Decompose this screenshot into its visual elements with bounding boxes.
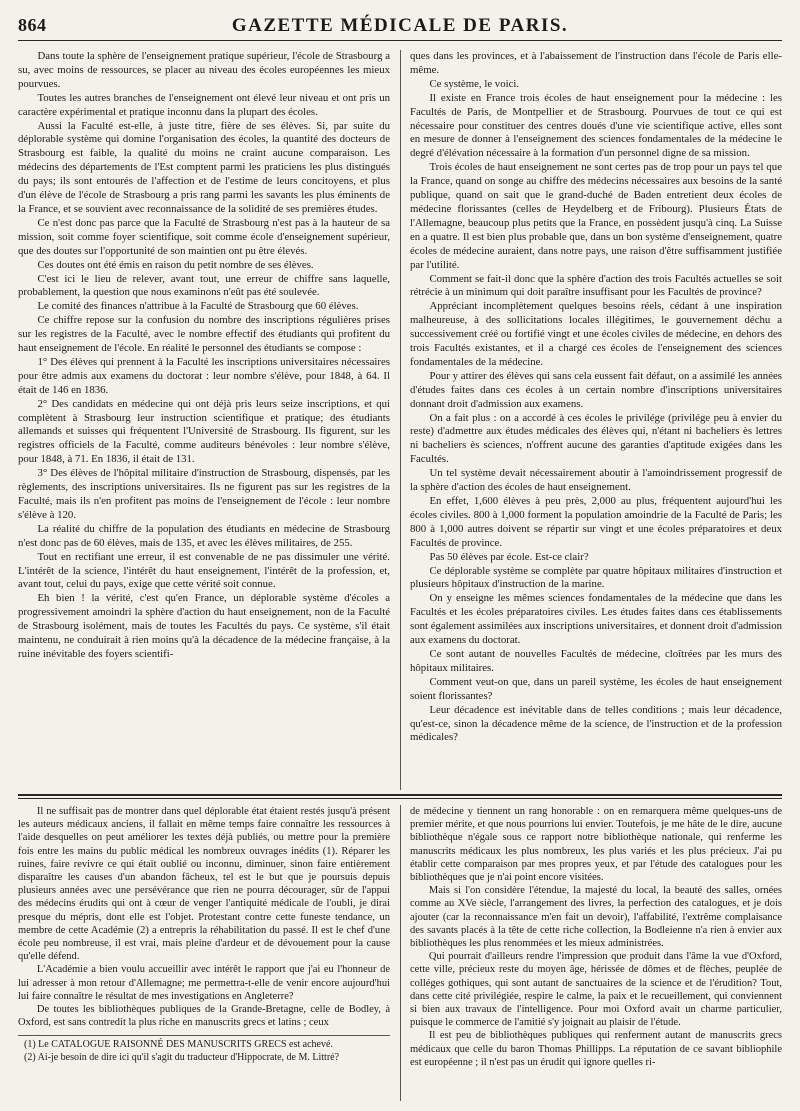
paragraph: Il existe en France trois écoles de haut enseignement pour la médecine : les Facultés de Paris, de Montpellier et de Strasbourg. Pourvues de tout ce qui est nécessaire pour constituer des centres doués d'une vie scientifique active, elles sont en mesure de donner à l'enseignement des sciences fondamentales de la médecine le degré d'élévation nécessaire à la formation d'un personnel digne de sa mission. — [410, 91, 782, 160]
paragraph: Il est peu de bibliothèques publiques qui renferment autant de manuscrits grecs médicaux que celle du baron Thomas Phillipps. La réputation de ce savant bibliophile est européenne ; il n'est pas un érudit qui ignore quelles ri- — [410, 1030, 782, 1068]
paragraph: Comment se fait-il donc que la sphère d'action des trois Facultés actuelles se soit rétrécie à un minimum qui doit paraître insuffisant pour les Facultés de province? — [410, 272, 782, 299]
paragraph: Aussi la Faculté est-elle, à juste titre, fière de ses élèves. Si, par suite du déplorable système qui domine l'organisation des écoles, la quantité des docteurs de Strasbourg est faible, la qualité du moins ne craint aucune comparaison. Les médecins des départements de l'Est comptent parmi les praticiens les plus distingués du pays; ils sont entourés de l'affection et de l'estime de leurs concitoyens, et plus d'un élève de l'école de Strasbourg a pris rang parmi les savants les plus éminents de la France, et se souvient avec reconnaissance de la solidité de ses premières études. — [18, 119, 390, 215]
paragraph: Ce système, le voici. — [429, 77, 520, 90]
paragraph: Toutes les autres branches de l'enseignement ont élevé leur niveau et ont pris un caractère expérimental et pratique inconnu dans la plupart des écoles. — [18, 91, 390, 118]
page-number: 864 — [18, 15, 47, 35]
paragraph: Ces doutes ont été émis en raison du petit nombre de ses élèves. — [37, 258, 314, 271]
paragraph: La réalité du chiffre de la population des étudiants en médecine de Strasbourg n'est donc pas de 60 élèves, mais de 135, et avec les élèves militaires, de 255. — [18, 522, 390, 549]
paragraph: Trois écoles de haut enseignement ne sont certes pas de trop pour un pays tel que la France, quand on songe au chiffre des médecins nécessaires aux besoins de la santé publique, quand on sait que le grand-duché de Baden entretient deux écoles de médecine florissantes (celles de Heydelberg et de Fribourg). Plusieurs États de l'Allemagne, beaucoup plus petits que la France, en possèdent jusqu'à cinq. La Suisse en a quatre. Il est bien plus probable que, dans un bon système d'enseignement, quatre écoles de médecine auraient, dans notre pays, une raison d'être suffisamment justifiée par l'utilité. — [410, 161, 782, 271]
paragraph: En effet, 1,600 élèves à peu près, 2,000 au plus, fréquentent aujourd'hui les écoles civiles. 800 à 1,000 forment la population amoindrie de la Faculté de Paris; les 800 à 1,000 autres doivent se répartir sur vingt et une écoles préparatoires et deux Facultés de province. — [410, 495, 782, 549]
paragraph: C'est ici le lieu de relever, avant tout, une erreur de chiffre sans laquelle, probablement, la question que nous examinons n'eût pas été soulevée. — [18, 272, 390, 299]
paragraph: Ce chiffre repose sur la confusion du nombre des inscriptions régulières prises sur les registres de la Faculté, avec le nombre effectif des étudiants qui profitent du haut enseignement de l'école. En réalité le personnel des étudiants se compose : — [18, 314, 390, 355]
footnotes — [18, 1035, 390, 1064]
paragraph: On y enseigne les mêmes sciences fondamentales de la médecine que dans les Facultés et les écoles préparatoires civiles. Les études faites dans ces établissements sont également assimilées aux inscriptions universitaires, et donnent droit d'admission aux examens du doctorat. — [410, 592, 782, 647]
paragraph: Appréciant incomplètement quelques besoins réels, cédant à une inspiration malheureuse, à des sollicitations locales illégitimes, le gouvernement déchu a successivement créé ou fortifié vingt et une écoles civiles de médecine, en dehors des trois Facultés existantes, et il a chargé ces écoles de l'enseignement des sciences fondamentales de la médecine. — [410, 300, 782, 368]
paragraph: Un tel système devait nécessairement aboutir à l'amoindrissement progressif de la sphère d'action des écoles de haut enseignement. — [410, 467, 782, 494]
paragraph: ques dans les provinces, et à l'abaissement de l'instruction dans l'école de Paris elle-même. — [410, 50, 782, 76]
paragraph: Eh bien ! la vérité, c'est qu'en France, un déplorable système d'écoles a progressivement amoindri la sphère d'action du haut enseignement, non de la Faculté de Strasbourg isolément, mais de toutes les Facultés du pays. Ce système, s'il était maintenu, ne conduirait à rien moins qu'à la décadence de la médecine française, à la ruine inévitable des foyers scientifi- — [18, 592, 390, 660]
journal-title: GAZETTE MÉDICALE DE PARIS. — [231, 15, 569, 36]
paragraph: 1° Des élèves qui prennent à la Faculté les inscriptions universitaires nécessaires pour être admis aux examens du doctorat : leur nombre s'élève, pour 1848, à 64. Il était de 146 en 1836. — [18, 355, 390, 396]
paragraph: Ce sont autant de nouvelles Facultés de médecine, cloîtrées par les murs des hôpitaux militaires. — [410, 647, 782, 674]
paragraph: Ce déplorable système se complète par quatre hôpitaux militaires d'instruction et plusieurs hôpitaux d'instruction de la marine. — [410, 564, 782, 591]
paragraph: On a fait plus : on a accordé à ces écoles le privilége (privilége peu à envier du reste) d'admettre aux études médicales des élèves qui, n'étant ni bacheliers ès lettres ni bacheliers ès sciences, n'offrent aucune des garanties d'aptitude exigées dans les Facultés. — [410, 411, 782, 466]
feuilleton-column-right — [410, 805, 782, 1101]
paragraph: 3° Des élèves de l'hôpital militaire d'instruction de Strasbourg, dispensés, par les règlements, des inscriptions universitaires. Ils ne figurent pas sur les registres de la Faculté, mais ils n'en profitent pas moins de l'enseignement de l'école : leur nombre s'élève à 120. — [18, 467, 390, 521]
paragraph: Pour y attirer des élèves qui sans cela eussent fait défaut, on a assimilé les années d'études faites dans ces écoles à un certain nombre d'inscriptions universitaires donnant droit d'admission aux examens. — [410, 369, 782, 410]
paragraph: De toutes les bibliothèques publiques de la Grande-Bretagne, celle de Bodley, à Oxford, est sans contredit la plus riche en manuscrits grecs et latins ; ceux — [18, 1004, 390, 1029]
paragraph: Tout en rectifiant une erreur, il est convenable de ne pas dissimuler une vérité. L'intérêt de la science, l'intérêt du haut enseignement, l'intérêt de la profession, et, avant tout, celui du pays, exige que cette vérité soit connue. — [18, 550, 390, 591]
paragraph: de médecine y tiennent un rang honorable : on en remarquera même quelques-uns de premier mérite, et que nous pourrions lui envier. Toutefois, je me hâte de le dire, aucune bibliothèque n'égale sous ce rapport notre bibliothèque nationale, qui renferme les manuscrits médicaux les plus nombreux, les plus variés et les plus précieux. J'ai pu établir cette comparaison par mes propres yeux, et par l'étude des catalogues pour les bibliothèques que je n'ai point encore visitées. — [410, 806, 782, 884]
column-divider — [400, 50, 401, 790]
paragraph: Ce n'est donc pas parce que la Faculté de Strasbourg n'est pas à la hauteur de sa mission, soit comme foyer scientifique, soit comme école d'enseignement supérieur, que des doutes sur l'opportunité de son maintien ont pu être élevés. — [18, 216, 390, 257]
paragraph: Dans toute la sphère de l'enseignement pratique supérieur, l'école de Strasbourg a su, avec moins de ressources, se placer au niveau des écoles européennes les mieux pourvues. — [18, 50, 390, 90]
section-divider — [18, 798, 782, 799]
paragraph: Il ne suffisait pas de montrer dans quel déplorable état étaient restés jusqu'à présent les auteurs médicaux anciens, il fallait en même temps faire connaître les ressources à l'aide desquelles on peut améliorer les textes déjà publiés, ou mettre pour la première fois entre les mains du public médical les nombreux ouvrages inédits (1). Réparer les ruines, faire revivre ce qui était oublié ou inconnu, diminuer, sinon faire entièrement disparaître les causes d'un abandon fâcheux, tel est le but que je poursuis depuis plusieurs années avec une persévérance que rien ne pourra décourager, sûr de l'appui des médecins érudits qui ont à cœur de venger l'antiquité médicale de l'oubli, je dirai presque du mépris, dont elle est l'objet. Protestant contre cette funeste tendance, un membre de cette Académie (2) a entrepris la réhabilitation du passé. Il est le chef d'une école peu nombreuse, il est vrai, mais pleine d'ardeur et de dévouement pour la cause qu'elle défend. — [18, 806, 390, 963]
paragraph: Leur décadence est inévitable dans de telles conditions ; mais leur décadence, qu'est-ce, sinon la décadence même de la science, de l'instruction et de la profession médicales? — [410, 703, 782, 744]
footnote: (2) Ai-je besoin de dire ici qu'il s'agit du traducteur d'Hippocrate, de M. Littré? — [24, 1051, 340, 1063]
paragraph: Comment veut-on que, dans un pareil système, les écoles de haut enseignement soient florissantes? — [410, 675, 782, 702]
paragraph: Pas 50 élèves par école. Est-ce clair? — [429, 550, 589, 563]
paragraph: L'Académie a bien voulu accueillir avec intérêt le rapport que j'ai eu l'honneur de lui adresser à mon retour d'Allemagne; me permettra-t-elle de venir encore aujourd'hui lui faire connaître le résultat de mes investigations en Angleterre? — [18, 964, 390, 1002]
paragraph: 2° Des candidats en médecine qui ont déjà pris leurs seize inscriptions, et qui complètent à Strasbourg leur instruction scientifique et pratique; des étudiants allemands et suisses qui fréquentent l'Université de Strasbourg. Ils figurent, sur les registres officiels de la Faculté, comme auditeurs bénévoles : leur nombre s'élève, pour 1848, à 71. En 1836, il était de 131. — [18, 397, 390, 466]
paragraph: Mais si l'on considère l'étendue, la majesté du local, la beauté des salles, ornées comme au XVe siècle, l'arrangement des livres, la perfection des catalogues, et je dois ajouter (car la reconnaissance m'en fait un devoir), l'affabilité, l'extrême complaisance des savants placés à la tête de cette riche collection, la Bodleienne n'a rien à envier aux bibliothèques les plus renommées et les mieux administrées. — [410, 885, 782, 950]
article-column-right — [410, 50, 782, 790]
paragraph: Qui pourrait d'ailleurs rendre l'impression que produit dans l'âme la vue d'Oxford, cette ville, précieux reste du moyen âge, hérissée de dômes et de flèches, peuplée de colléges gothiques, qui sont autant de sanctuaires de la science et de l'érudition? Tout, dans cette cité privilégiée, respire le calme, la paix et le recueillement, qui conviennent si bien aux travaux de l'intelligence. Pour moi Oxford avait un charme particulier, puisque le commerce de l'amitié s'y joignait au plaisir de l'étude. — [410, 951, 782, 1029]
footnote: (1) Le CATALOGUE RAISONNÉ DES MANUSCRITS GRECS est achevé. — [24, 1039, 333, 1051]
column-divider — [400, 805, 401, 1101]
section-divider — [18, 794, 782, 796]
page-header — [18, 14, 782, 41]
paragraph: Le comité des finances n'attribue à la Faculté de Strasbourg que 60 élèves. — [37, 300, 359, 313]
article-column-left — [18, 50, 390, 790]
feuilleton-column-left — [18, 805, 390, 1101]
